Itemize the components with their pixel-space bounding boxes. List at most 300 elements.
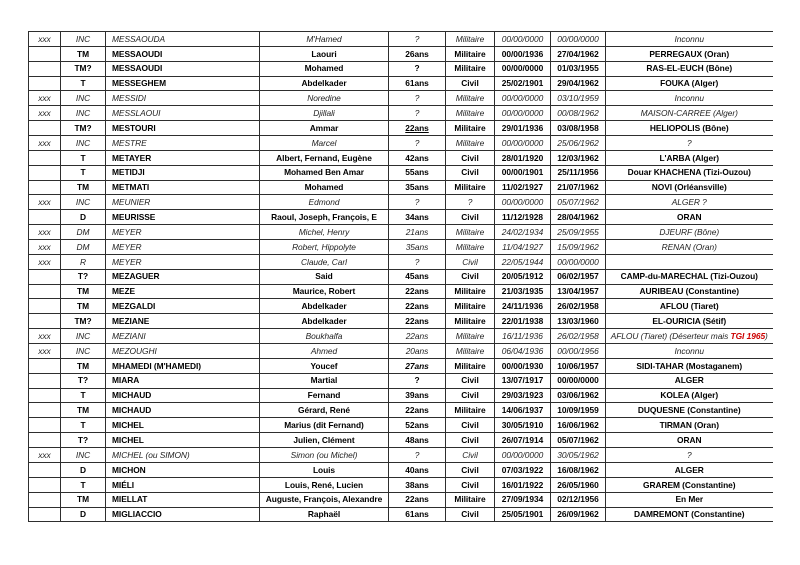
cell-firstname: Fernand [260, 388, 389, 403]
table-row [29, 388, 773, 403]
cell-name: MICHAUD [106, 388, 260, 403]
table-row [29, 121, 773, 136]
table-row [29, 433, 773, 448]
cell-place: HELIOPOLIS (Bône) [606, 121, 773, 136]
cell-type: T [61, 165, 106, 180]
cell-place: EL-OURICIA (Sétif) [606, 314, 773, 329]
cell-name: MESSEGHEM [106, 76, 260, 91]
cell-name: MICHON [106, 462, 260, 477]
cell-name: MICHEL (ou SIMON) [106, 448, 260, 463]
cell-type: TM? [61, 314, 106, 329]
cell-firstname: Abdelkader [260, 76, 389, 91]
cell-type: T? [61, 433, 106, 448]
cell-xxx: xxx [29, 32, 61, 47]
cell-date2: 10/09/1959 [551, 403, 606, 418]
cell-date1: 29/03/1923 [495, 388, 551, 403]
cell-type: TM [61, 180, 106, 195]
cell-status: Civil [446, 269, 495, 284]
cell-name: MICHEL [106, 433, 260, 448]
cell-date2: 15/09/1962 [551, 240, 606, 255]
cell-date1: 22/05/1944 [495, 254, 551, 269]
cell-date1: 00/00/0000 [495, 32, 551, 47]
cell-type: INC [61, 195, 106, 210]
cell-date1: 29/01/1936 [495, 121, 551, 136]
cell-place: SIDI-TAHAR (Mostaganem) [606, 358, 773, 373]
cell-date1: 00/00/0000 [495, 61, 551, 76]
table-row [29, 61, 773, 76]
cell-firstname: Gérard, René [260, 403, 389, 418]
cell-type: INC [61, 136, 106, 151]
cell-type: INC [61, 448, 106, 463]
cell-date2: 26/09/1962 [551, 507, 606, 522]
cell-firstname: Ahmed [260, 344, 389, 359]
table-row [29, 507, 773, 522]
cell-xxx: xxx [29, 254, 61, 269]
cell-date2: 28/04/1962 [551, 210, 606, 225]
table-row [29, 358, 773, 373]
cell-status: Militaire [446, 225, 495, 240]
cell-firstname: Robert, Hippolyte [260, 240, 389, 255]
place-text: ) [765, 330, 768, 341]
cell-xxx: xxx [29, 136, 61, 151]
cell-name: MESSAOUDI [106, 61, 260, 76]
cell-place: RENAN (Oran) [606, 240, 773, 255]
cell-age: 22ans [389, 284, 446, 299]
cell-status: Militaire [446, 32, 495, 47]
cell-date2: 03/06/1962 [551, 388, 606, 403]
cell-firstname: Raphaël [260, 507, 389, 522]
cell-date2: 00/00/1956 [551, 344, 606, 359]
cell-place: AFLOU (Tiaret) [606, 299, 773, 314]
cell-date1: 26/07/1914 [495, 433, 551, 448]
cell-date1: 21/03/1935 [495, 284, 551, 299]
cell-age: 22ans [389, 314, 446, 329]
cell-place: GRAREM (Constantine) [606, 477, 773, 492]
cell-date1: 16/11/1936 [495, 329, 551, 344]
cell-date2: 00/00/0000 [551, 254, 606, 269]
cell-name: MIÉLI [106, 477, 260, 492]
table-row [29, 418, 773, 433]
cell-age: ? [389, 136, 446, 151]
cell-status: Militaire [446, 329, 495, 344]
cell-status: ? [446, 195, 495, 210]
cell-status: Civil [446, 76, 495, 91]
cell-status: Militaire [446, 314, 495, 329]
cell-age: 22ans [389, 403, 446, 418]
cell-type: T? [61, 269, 106, 284]
cell-status: Civil [446, 150, 495, 165]
table-row [29, 462, 773, 477]
table-row [29, 106, 773, 121]
cell-age: 35ans [389, 180, 446, 195]
place-text: AFLOU (Tiaret) (Déserteur mais [610, 330, 731, 341]
cell-name: MESTRE [106, 136, 260, 151]
cell-xxx [29, 492, 61, 507]
cell-status: Civil [446, 165, 495, 180]
cell-firstname: Abdelkader [260, 299, 389, 314]
cell-status: Militaire [446, 240, 495, 255]
cell-place: ALGER [606, 373, 773, 388]
cell-age: ? [389, 32, 446, 47]
cell-place: En Mer [606, 492, 773, 507]
table-row [29, 492, 773, 507]
cell-date1: 06/04/1936 [495, 344, 551, 359]
cell-date2: 10/06/1957 [551, 358, 606, 373]
cell-name: MIGLIACCIO [106, 507, 260, 522]
cell-type: TM? [61, 121, 106, 136]
cell-date2: 00/00/0000 [551, 32, 606, 47]
cell-date1: 16/01/1922 [495, 477, 551, 492]
cell-xxx [29, 210, 61, 225]
cell-xxx: xxx [29, 448, 61, 463]
cell-firstname: M'Hamed [260, 32, 389, 47]
cell-type: INC [61, 344, 106, 359]
cell-date1: 00/00/0000 [495, 91, 551, 106]
table-row [29, 165, 773, 180]
cell-date2: 05/07/1962 [551, 195, 606, 210]
cell-date2: 16/06/1962 [551, 418, 606, 433]
cell-date1: 25/02/1901 [495, 76, 551, 91]
cell-firstname: Michel, Henry [260, 225, 389, 240]
cell-date2: 00/08/1962 [551, 106, 606, 121]
table-row [29, 46, 773, 61]
cell-firstname: Martial [260, 373, 389, 388]
cell-name: MEZGALDI [106, 299, 260, 314]
table-row [29, 195, 773, 210]
cell-type: T [61, 150, 106, 165]
cell-date1: 00/00/0000 [495, 106, 551, 121]
cell-status: Militaire [446, 403, 495, 418]
cell-firstname: Edmond [260, 195, 389, 210]
cell-status: Civil [446, 373, 495, 388]
cell-date1: 11/04/1927 [495, 240, 551, 255]
cell-place: FOUKA (Alger) [606, 76, 773, 91]
cell-status: Civil [446, 210, 495, 225]
cell-firstname: Noredine [260, 91, 389, 106]
cell-place: TIRMAN (Oran) [606, 418, 773, 433]
cell-date2: 02/12/1956 [551, 492, 606, 507]
cell-status: Militaire [446, 358, 495, 373]
cell-place: Inconnu [606, 32, 773, 47]
cell-name: MEURISSE [106, 210, 260, 225]
cell-age: 45ans [389, 269, 446, 284]
cell-type: DM [61, 240, 106, 255]
cell-place: NOVI (Orléansville) [606, 180, 773, 195]
cell-name: MESTOURI [106, 121, 260, 136]
cell-age: ? [389, 448, 446, 463]
cell-date2: 12/03/1962 [551, 150, 606, 165]
cell-date2: 06/02/1957 [551, 269, 606, 284]
cell-place: Inconnu [606, 344, 773, 359]
cell-date1: 30/05/1910 [495, 418, 551, 433]
cell-name: METMATI [106, 180, 260, 195]
cell-status: Militaire [446, 136, 495, 151]
table-row [29, 284, 773, 299]
cell-date2: 01/03/1955 [551, 61, 606, 76]
cell-status: Militaire [446, 91, 495, 106]
cell-firstname: Simon (ou Michel) [260, 448, 389, 463]
cell-date2: 16/08/1962 [551, 462, 606, 477]
cell-status: Militaire [446, 180, 495, 195]
cell-name: MEZE [106, 284, 260, 299]
cell-xxx [29, 462, 61, 477]
cell-xxx [29, 165, 61, 180]
cell-xxx [29, 477, 61, 492]
cell-xxx [29, 61, 61, 76]
cell-age: 27ans [389, 358, 446, 373]
cell-xxx: xxx [29, 106, 61, 121]
cell-name: MEZAGUER [106, 269, 260, 284]
cell-name: MEYER [106, 225, 260, 240]
cell-status: Civil [446, 507, 495, 522]
cell-age: 22ans [389, 492, 446, 507]
cell-name: MEZOUGHI [106, 344, 260, 359]
cell-xxx: xxx [29, 195, 61, 210]
cell-firstname: Mohamed [260, 61, 389, 76]
cell-firstname: Mohamed Ben Amar [260, 165, 389, 180]
cell-xxx [29, 358, 61, 373]
cell-firstname: Marcel [260, 136, 389, 151]
table-row [29, 91, 773, 106]
cell-xxx [29, 46, 61, 61]
cell-type: T [61, 418, 106, 433]
cell-place: ALGER [606, 462, 773, 477]
cell-type: INC [61, 91, 106, 106]
cell-name: METAYER [106, 150, 260, 165]
cell-age: 22ans [389, 121, 446, 136]
cell-type: T? [61, 373, 106, 388]
cell-name: MESSIDI [106, 91, 260, 106]
cell-status: Civil [446, 477, 495, 492]
cell-firstname: Raoul, Joseph, François, E [260, 210, 389, 225]
cell-date1: 11/02/1927 [495, 180, 551, 195]
cell-age: 34ans [389, 210, 446, 225]
cell-firstname: Marius (dit Fernand) [260, 418, 389, 433]
cell-place [606, 254, 773, 269]
cell-age: ? [389, 195, 446, 210]
cell-date1: 00/00/1901 [495, 165, 551, 180]
table-row [29, 225, 773, 240]
cell-date2: 03/08/1958 [551, 121, 606, 136]
cell-firstname: Mohamed [260, 180, 389, 195]
cell-name: MESSAOUDI [106, 46, 260, 61]
cell-xxx [29, 76, 61, 91]
cell-age: 35ans [389, 240, 446, 255]
table-row [29, 269, 773, 284]
cell-type: R [61, 254, 106, 269]
table-row [29, 76, 773, 91]
cell-date1: 11/12/1928 [495, 210, 551, 225]
table-row [29, 254, 773, 269]
cell-place: Inconnu [606, 91, 773, 106]
cell-place: ? [606, 448, 773, 463]
cell-type: TM [61, 299, 106, 314]
cell-date1: 07/03/1922 [495, 462, 551, 477]
cell-type: D [61, 462, 106, 477]
cell-date2: 00/00/0000 [551, 373, 606, 388]
table-row [29, 240, 773, 255]
cell-xxx [29, 314, 61, 329]
cell-name: MESSLAOUI [106, 106, 260, 121]
cell-xxx: xxx [29, 225, 61, 240]
table-row [29, 477, 773, 492]
cell-xxx: xxx [29, 329, 61, 344]
cell-type: TM [61, 403, 106, 418]
cell-place: RAS-EL-EUCH (Bône) [606, 61, 773, 76]
cell-date1: 24/11/1936 [495, 299, 551, 314]
cell-age: 20ans [389, 344, 446, 359]
cell-date1: 14/06/1937 [495, 403, 551, 418]
table-row [29, 403, 773, 418]
cell-xxx: xxx [29, 240, 61, 255]
persons-table [28, 31, 773, 522]
cell-place: ORAN [606, 433, 773, 448]
cell-xxx [29, 284, 61, 299]
cell-status: Militaire [446, 492, 495, 507]
cell-date1: 00/00/1930 [495, 358, 551, 373]
cell-firstname: Boukhalfa [260, 329, 389, 344]
cell-date2: 30/05/1962 [551, 448, 606, 463]
cell-age: 21ans [389, 225, 446, 240]
table-row [29, 373, 773, 388]
cell-date1: 00/00/0000 [495, 448, 551, 463]
cell-status: Civil [446, 433, 495, 448]
table-row [29, 210, 773, 225]
cell-date2: 25/09/1955 [551, 225, 606, 240]
cell-place: DUQUESNE (Constantine) [606, 403, 773, 418]
cell-name: MICHAUD [106, 403, 260, 418]
cell-date2: 03/10/1959 [551, 91, 606, 106]
cell-place: DJEURF (Bône) [606, 225, 773, 240]
cell-xxx: xxx [29, 91, 61, 106]
table-row [29, 344, 773, 359]
cell-type: TM [61, 492, 106, 507]
cell-type: T [61, 477, 106, 492]
cell-age: 61ans [389, 507, 446, 522]
cell-xxx [29, 433, 61, 448]
table-row [29, 180, 773, 195]
cell-age: ? [389, 61, 446, 76]
cell-name: MESSAOUDA [106, 32, 260, 47]
cell-status: Militaire [446, 284, 495, 299]
cell-type: TM [61, 284, 106, 299]
cell-date1: 20/05/1912 [495, 269, 551, 284]
cell-status: Militaire [446, 299, 495, 314]
cell-name: MICHEL [106, 418, 260, 433]
cell-xxx [29, 373, 61, 388]
cell-date2: 21/07/1962 [551, 180, 606, 195]
cell-status: Civil [446, 448, 495, 463]
cell-place: CAMP-du-MARECHAL (Tizi-Ouzou) [606, 269, 773, 284]
cell-date2: 26/05/1960 [551, 477, 606, 492]
cell-firstname: Laouri [260, 46, 389, 61]
cell-firstname: Youcef [260, 358, 389, 373]
cell-status: Civil [446, 418, 495, 433]
cell-name: MEZIANE [106, 314, 260, 329]
cell-age: 40ans [389, 462, 446, 477]
cell-date1: 00/00/0000 [495, 195, 551, 210]
cell-xxx [29, 403, 61, 418]
cell-status: Civil [446, 254, 495, 269]
cell-date2: 27/04/1962 [551, 46, 606, 61]
cell-age: ? [389, 106, 446, 121]
cell-place: AURIBEAU (Constantine) [606, 284, 773, 299]
cell-age: 26ans [389, 46, 446, 61]
tgi-red-highlight: TGI 1965 [730, 330, 766, 341]
cell-xxx [29, 388, 61, 403]
cell-date1: 00/00/1936 [495, 46, 551, 61]
cell-date2: 25/11/1956 [551, 165, 606, 180]
cell-type: DM [61, 225, 106, 240]
cell-status: Militaire [446, 344, 495, 359]
cell-place: DAMREMONT (Constantine) [606, 507, 773, 522]
cell-firstname: Louis, René, Lucien [260, 477, 389, 492]
cell-place: PERREGAUX (Oran) [606, 46, 773, 61]
cell-place [606, 329, 773, 344]
cell-type: TM [61, 46, 106, 61]
cell-firstname: Claude, Carl [260, 254, 389, 269]
cell-type: T [61, 388, 106, 403]
cell-type: TM? [61, 61, 106, 76]
cell-name: MEZIANI [106, 329, 260, 344]
cell-xxx [29, 269, 61, 284]
cell-place: KOLEA (Alger) [606, 388, 773, 403]
cell-firstname: Auguste, François, Alexandre [260, 492, 389, 507]
cell-place: L'ARBA (Alger) [606, 150, 773, 165]
cell-name: MEYER [106, 240, 260, 255]
cell-type: D [61, 507, 106, 522]
table-row [29, 299, 773, 314]
cell-name: MIARA [106, 373, 260, 388]
cell-firstname: Albert, Fernand, Eugène [260, 150, 389, 165]
cell-firstname: Djillali [260, 106, 389, 121]
cell-type: INC [61, 106, 106, 121]
cell-age: 48ans [389, 433, 446, 448]
cell-place: ? [606, 136, 773, 151]
cell-age: 52ans [389, 418, 446, 433]
persons-table-body [29, 32, 773, 522]
cell-age: ? [389, 91, 446, 106]
cell-date2: 25/06/1962 [551, 136, 606, 151]
cell-place: ORAN [606, 210, 773, 225]
cell-date2: 26/02/1958 [551, 329, 606, 344]
cell-age: 38ans [389, 477, 446, 492]
cell-age: 39ans [389, 388, 446, 403]
cell-age: 61ans [389, 76, 446, 91]
cell-status: Militaire [446, 121, 495, 136]
cell-date1: 22/01/1938 [495, 314, 551, 329]
cell-type: D [61, 210, 106, 225]
cell-status: Civil [446, 388, 495, 403]
cell-date1: 24/02/1934 [495, 225, 551, 240]
cell-xxx [29, 299, 61, 314]
cell-firstname: Said [260, 269, 389, 284]
cell-type: T [61, 76, 106, 91]
cell-age: 42ans [389, 150, 446, 165]
cell-name: MEUNIER [106, 195, 260, 210]
cell-name: MEYER [106, 254, 260, 269]
cell-name: MIELLAT [106, 492, 260, 507]
cell-date1: 28/01/1920 [495, 150, 551, 165]
cell-xxx: xxx [29, 344, 61, 359]
cell-date2: 05/07/1962 [551, 433, 606, 448]
cell-date1: 27/09/1934 [495, 492, 551, 507]
cell-status: Militaire [446, 46, 495, 61]
cell-date2: 13/04/1957 [551, 284, 606, 299]
cell-name: METIDJI [106, 165, 260, 180]
cell-xxx [29, 150, 61, 165]
cell-date1: 13/07/1917 [495, 373, 551, 388]
